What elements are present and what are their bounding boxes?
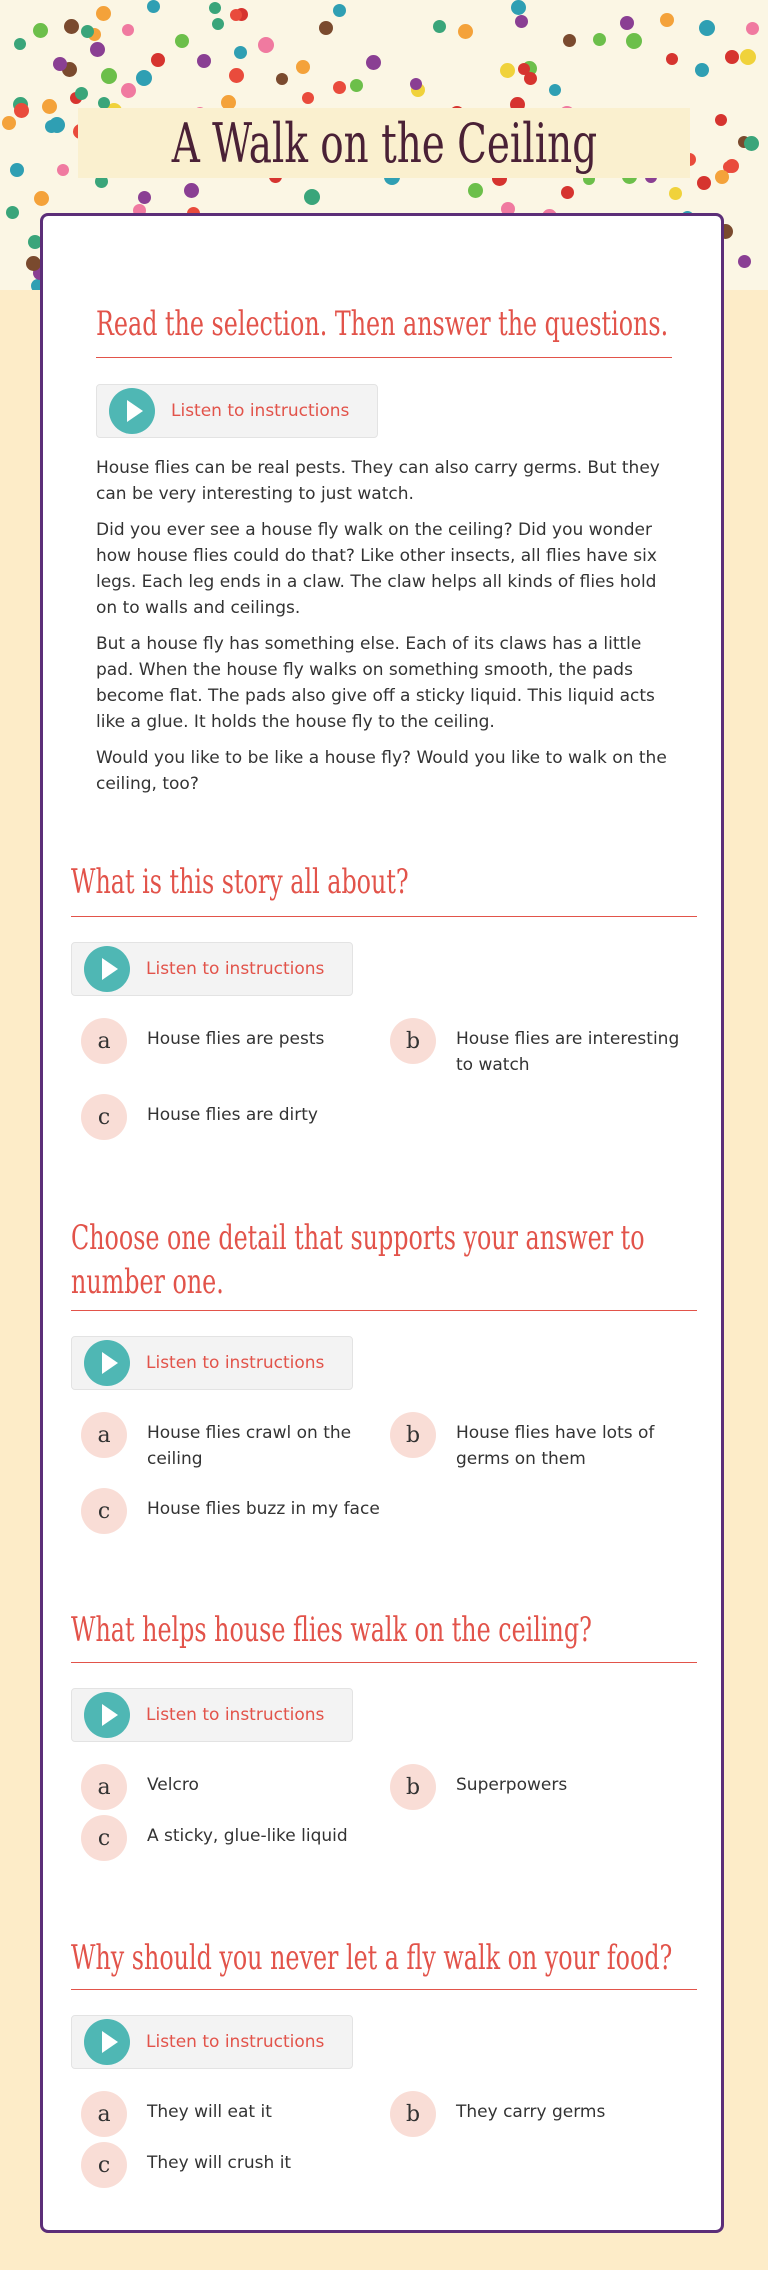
confetti-dot <box>258 37 274 53</box>
option-text: House flies buzz in my face <box>147 1499 380 1519</box>
listen-label: Listen to instructions <box>146 1353 325 1373</box>
instructions-heading: Read the selection. Then answer the questions. <box>96 304 669 344</box>
option-text: House flies are dirty <box>147 1105 318 1125</box>
question-heading: Choose one detail that supports your answer to number one. <box>71 1218 645 1302</box>
answer-option-c[interactable] <box>81 1815 387 1861</box>
confetti-dot <box>230 9 242 21</box>
option-text: They will crush it <box>147 2153 292 2173</box>
confetti-dot <box>511 0 526 15</box>
confetti-dot <box>515 15 528 28</box>
confetti-dot <box>197 54 211 68</box>
option-text: House flies are pests <box>147 1029 325 1049</box>
confetti-dot <box>319 21 333 35</box>
passage-paragraph: Did you ever see a house fly walk on the ceiling? Did you wonder how house flies could do that? Like other insects, all flies have six legs. Each leg ends in a claw. The claw helps all kinds of flies hold on to walls and ceilings. <box>96 520 657 618</box>
heading-rule <box>71 1989 697 1990</box>
answer-option-b[interactable] <box>390 1018 696 1078</box>
confetti-dot <box>669 187 682 200</box>
play-icon <box>84 1692 130 1738</box>
heading-rule <box>71 916 697 917</box>
confetti-dot <box>33 23 48 38</box>
confetti-dot <box>563 34 576 47</box>
confetti-dot <box>64 19 79 34</box>
confetti-dot <box>6 206 19 219</box>
heading-rule <box>96 357 672 358</box>
option-text: They carry germs <box>456 2102 606 2122</box>
confetti-dot <box>468 183 483 198</box>
answer-option-a[interactable] <box>81 1412 387 1472</box>
listen-label: Listen to instructions <box>146 959 325 979</box>
confetti-dot <box>666 53 678 65</box>
confetti-dot <box>209 2 221 14</box>
option-letter-badge: b <box>390 2091 436 2137</box>
confetti-dot <box>34 191 49 206</box>
confetti-dot <box>697 176 711 190</box>
answer-option-c[interactable] <box>81 1488 387 1534</box>
option-text: House flies have lots of germs on them <box>456 1423 655 1469</box>
option-letter-badge: c <box>81 1815 127 1861</box>
listen-button[interactable] <box>71 1688 353 1742</box>
answer-option-b[interactable] <box>390 1412 696 1472</box>
confetti-dot <box>75 87 88 100</box>
answer-option-b[interactable] <box>390 1764 696 1810</box>
confetti-dot <box>433 20 446 33</box>
confetti-dot <box>333 81 346 94</box>
answer-option-a[interactable] <box>81 1018 387 1064</box>
title-banner <box>78 108 690 178</box>
confetti-dot <box>49 117 65 133</box>
play-icon <box>84 2019 130 2065</box>
option-letter-badge: a <box>81 2091 127 2137</box>
confetti-dot <box>229 68 244 83</box>
option-text: Velcro <box>147 1775 199 1795</box>
confetti-dot <box>725 50 739 64</box>
option-letter-badge: b <box>390 1412 436 1458</box>
confetti-dot <box>90 42 105 57</box>
listen-label: Listen to instructions <box>171 401 350 421</box>
confetti-dot <box>121 83 136 98</box>
confetti-dot <box>175 34 189 48</box>
confetti-dot <box>593 33 606 46</box>
confetti-dot <box>738 255 751 268</box>
confetti-dot <box>715 114 727 126</box>
confetti-dot <box>561 186 574 199</box>
question-heading: What helps house flies walk on the ceiling? <box>71 1610 592 1650</box>
passage-paragraph: House flies can be real pests. They can also carry germs. But they can be very interesting to just watch. <box>96 458 660 504</box>
reading-passage <box>96 455 676 807</box>
confetti-dot <box>695 63 709 77</box>
confetti-dot <box>458 24 473 39</box>
option-text: They will eat it <box>147 2102 272 2122</box>
option-letter-badge: a <box>81 1412 127 1458</box>
play-icon <box>109 388 155 434</box>
confetti-dot <box>626 33 642 49</box>
confetti-dot <box>81 25 94 38</box>
confetti-dot <box>42 99 57 114</box>
confetti-dot <box>101 68 117 84</box>
option-letter-badge: c <box>81 1488 127 1534</box>
confetti-dot <box>333 4 346 17</box>
confetti-dot <box>151 53 165 67</box>
question-heading: Why should you never let a fly walk on your food? <box>71 1938 673 1978</box>
confetti-dot <box>136 70 152 86</box>
confetti-dot <box>660 13 674 27</box>
confetti-dot <box>296 60 310 74</box>
confetti-dot <box>53 57 67 71</box>
option-text: House flies crawl on the ceiling <box>147 1423 352 1469</box>
listen-button[interactable] <box>96 384 378 438</box>
confetti-dot <box>2 116 16 130</box>
confetti-dot <box>184 183 199 198</box>
confetti-dot <box>410 78 422 90</box>
confetti-dot <box>96 6 111 21</box>
confetti-dot <box>276 73 288 85</box>
option-letter-badge: c <box>81 2142 127 2188</box>
confetti-dot <box>57 164 69 176</box>
confetti-dot <box>147 0 160 13</box>
confetti-dot <box>715 170 729 184</box>
confetti-dot <box>304 189 320 205</box>
option-letter-badge: b <box>390 1764 436 1810</box>
play-icon <box>84 946 130 992</box>
listen-button[interactable] <box>71 2015 353 2069</box>
option-letter-badge: a <box>81 1018 127 1064</box>
answer-option-a[interactable] <box>81 1764 387 1810</box>
confetti-dot <box>744 136 759 151</box>
confetti-dot <box>14 103 29 118</box>
passage-paragraph: Would you like to be like a house fly? Would you like to walk on the ceiling, too? <box>96 748 667 794</box>
answer-option-b[interactable] <box>390 2091 696 2137</box>
option-letter-badge: a <box>81 1764 127 1810</box>
confetti-dot <box>740 49 756 65</box>
confetti-dot <box>746 22 759 35</box>
answer-option-c[interactable] <box>81 2142 387 2188</box>
listen-label: Listen to instructions <box>146 1705 325 1725</box>
confetti-dot <box>725 159 739 173</box>
option-letter-badge: b <box>390 1018 436 1064</box>
confetti-dot <box>350 79 363 92</box>
confetti-dot <box>699 20 715 36</box>
answer-option-a[interactable] <box>81 2091 387 2137</box>
confetti-dot <box>549 84 561 96</box>
confetti-dot <box>122 24 134 36</box>
option-text: House flies are interesting to watch <box>456 1029 680 1075</box>
confetti-dot <box>10 163 24 177</box>
passage-paragraph: But a house fly has something else. Each of its claws has a little pad. When the house fly walks on something smooth, the pads become flat. The pads also give off a sticky liquid. This liquid acts like a glue. It holds the house fly to the ceiling. <box>96 634 655 732</box>
confetti-dot <box>302 92 314 104</box>
listen-label: Listen to instructions <box>146 2032 325 2052</box>
option-text: Superpowers <box>456 1775 568 1795</box>
confetti-dot <box>234 46 247 59</box>
listen-button[interactable] <box>71 1336 353 1390</box>
confetti-dot <box>14 38 26 50</box>
play-icon <box>84 1340 130 1386</box>
confetti-dot <box>500 63 515 78</box>
confetti-dot <box>212 18 224 30</box>
question-heading: What is this story all about? <box>71 862 409 902</box>
heading-rule <box>71 1310 697 1311</box>
confetti-dot <box>26 256 41 271</box>
page-title: A Walk on the Ceiling <box>171 111 597 175</box>
confetti-dot <box>620 16 634 30</box>
heading-rule <box>71 1662 697 1663</box>
answer-option-c[interactable] <box>81 1094 387 1140</box>
option-text: A sticky, glue-like liquid <box>147 1826 348 1846</box>
confetti-dot <box>518 63 530 75</box>
confetti-dot <box>366 55 381 70</box>
listen-button[interactable] <box>71 942 353 996</box>
confetti-dot <box>138 191 151 204</box>
option-letter-badge: c <box>81 1094 127 1140</box>
